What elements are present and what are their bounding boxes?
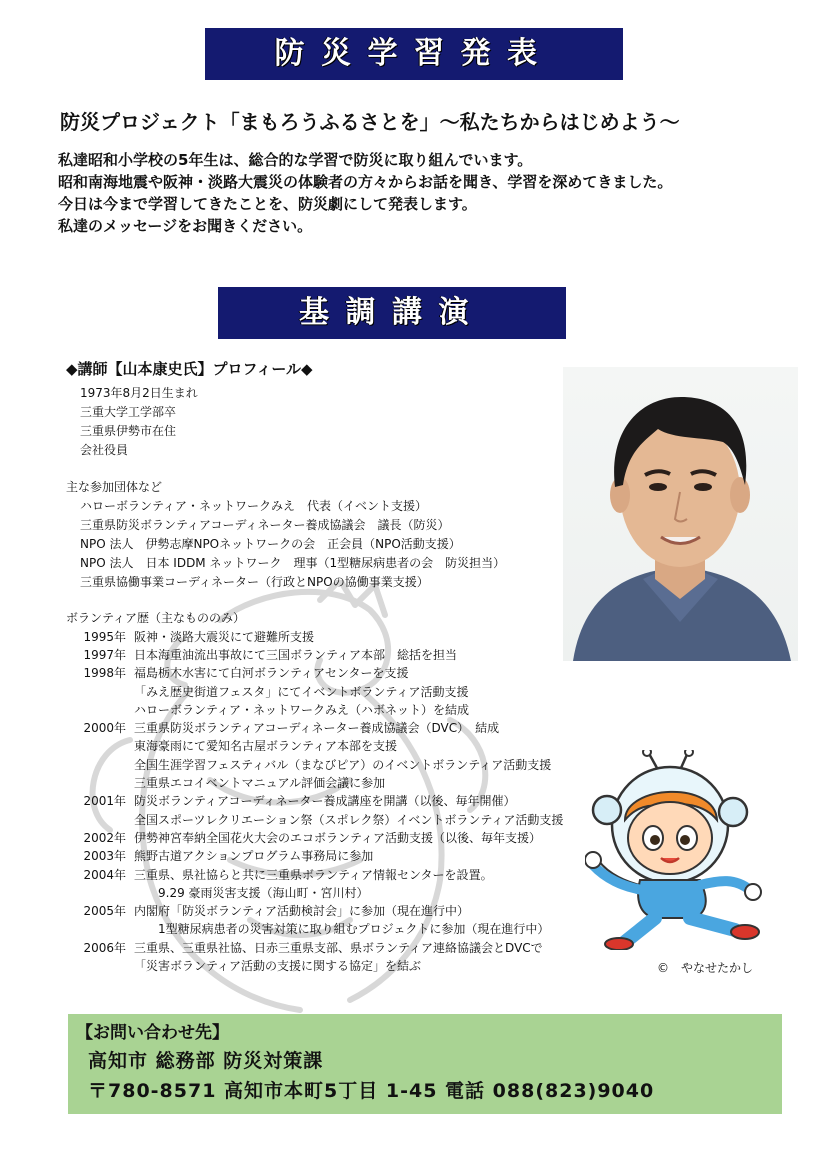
- timeline-row: [66, 738, 563, 756]
- project-subtitle: 防災プロジェクト「まもろうふるさとを」～私たちからはじめよう～: [60, 110, 680, 134]
- timeline-text: 伊勢神宮奉納全国花火大会のエコボランティア活動支援（以後、毎年支援）: [134, 830, 542, 845]
- timeline-text: 「災害ボランティア活動の支援に関する協定」を結ぶ: [134, 959, 422, 973]
- timeline-text: 東海豪雨にて愛知名古屋ボランティア本部を支援: [134, 739, 398, 754]
- timeline-text: 三重県、県社協らと共に三重県ボランティア情報センターを設置。: [134, 867, 493, 882]
- timeline-year: 1998年: [83, 666, 126, 681]
- group-item: ハローボランティア・ネットワークみえ 代表（イベント支援）: [80, 499, 428, 513]
- volunteer-title: ボランティア歴（主なもののみ）: [66, 611, 246, 625]
- timeline-year: 1995年: [83, 629, 126, 644]
- timeline-text: 阪神・淡路大震災にて避難所支援: [134, 629, 315, 644]
- timeline-row: [66, 939, 563, 957]
- intro-paragraph: [58, 149, 672, 237]
- contact-address: 〒780-8571 高知市本町5丁目 1-45 電話 088(823)9040: [88, 1080, 655, 1102]
- timeline-row: [66, 701, 563, 719]
- timeline-text: 9.29 豪雨災害支援（海山町・宮川村）: [134, 885, 369, 900]
- timeline-text: 福島栃木水害にて白河ボランティアセンターを支援: [134, 666, 409, 681]
- group-item: 三重県協働事業コーディネーター（行政とNPOの協働事業支援）: [80, 575, 429, 589]
- timeline-row: [66, 646, 563, 664]
- groups-title: 主な参加団体など: [66, 480, 163, 494]
- timeline-row: [66, 665, 563, 683]
- timeline-row: [66, 719, 563, 737]
- intro-line: 私達のメッセージをお聞きください。: [58, 217, 313, 235]
- timeline-text: 全国スポーツレクリエーション祭（スポレク祭）イベントボランティア活動支援: [134, 812, 564, 827]
- timeline-row: [66, 829, 563, 847]
- group-item: 三重県防災ボランティアコーディネーター養成協議会 議長（防災）: [80, 518, 450, 532]
- timeline-year: 2006年: [83, 940, 126, 955]
- intro-line: 私達昭和小学校の5年生は、総合的な学習で防災に取り組んでいます。: [58, 151, 533, 169]
- timeline-row: [66, 884, 563, 902]
- timeline-row: [66, 683, 563, 701]
- page-title: 防災学習発表: [274, 36, 554, 71]
- timeline-text: 三重県、三重県社協、日赤三重県支部、県ボランティア連絡協議会とDVCで: [134, 940, 543, 955]
- timeline-text: 内閣府「防災ボランティア活動検討会」に参加（現在進行中）: [134, 904, 470, 919]
- timeline-year: 2002年: [83, 830, 126, 845]
- intro-line: 昭和南海地震や阪神・淡路大震災の体験者の方々からお話を聞き、学習を深めてきました。: [58, 173, 673, 191]
- bio-line: 三重大学工学部卒: [80, 405, 177, 419]
- intro-line: 今日は今まで学習してきたことを、防災劇にして発表します。: [58, 195, 477, 213]
- timeline-row: [66, 866, 563, 884]
- volunteer-timeline: [66, 628, 563, 976]
- keynote-title: 基調講演: [299, 295, 485, 330]
- timeline-text: 日本海重油流出事故にて三国ボランティア本部 総括を担当: [134, 647, 458, 662]
- timeline-text: 全国生涯学習フェスティバル（まなびピア）のイベントボランティア活動支援: [134, 757, 552, 772]
- timeline-row: [66, 756, 563, 774]
- group-item: NPO 法人 伊勢志摩NPOネットワークの会 正会員（NPO活動支援）: [80, 537, 461, 551]
- timeline-text: 三重県防災ボランティアコーディネーター養成協議会（DVC） 結成: [134, 721, 500, 736]
- profile-heading: ◆講師【山本康史氏】プロフィール◆: [66, 360, 313, 378]
- group-item: NPO 法人 日本 IDDM ネットワーク 理事（1型糖尿病患者の会 防災担当）: [80, 556, 506, 570]
- timeline-row: [66, 957, 563, 975]
- portrait-illustration: [563, 367, 798, 661]
- bio-line: 1973年8月2日生まれ: [80, 386, 198, 400]
- timeline-text: 「みえ歴史街道フェスタ」にてイベントボランティア活動支援: [134, 684, 469, 699]
- timeline-year: 2001年: [83, 794, 126, 809]
- contact-department: 高知市 総務部 防災対策課: [88, 1050, 324, 1072]
- timeline-row: [66, 628, 563, 646]
- contact-title: 【お問い合わせ先】: [76, 1023, 229, 1043]
- timeline-year: 2003年: [83, 849, 126, 864]
- timeline-row: [66, 811, 563, 829]
- timeline-row: [66, 921, 563, 939]
- timeline-row: [66, 774, 563, 792]
- timeline-year: 2004年: [83, 867, 126, 882]
- bio-line: 会社役員: [80, 443, 129, 457]
- contact-box: [68, 1014, 782, 1114]
- timeline-year: 2000年: [83, 721, 126, 736]
- keynote-banner: [218, 287, 566, 339]
- mascot-illustration: [585, 750, 785, 950]
- speaker-photo: [563, 367, 798, 661]
- timeline-text: 防災ボランティアコーディネーター養成講座を開講（以後、毎年開催）: [134, 794, 516, 809]
- groups-list: [80, 497, 505, 592]
- timeline-row: [66, 848, 563, 866]
- profile-bio: [80, 384, 198, 460]
- timeline-row: [66, 793, 563, 811]
- timeline-text: 三重県エコイベントマニュアル評価会議に参加: [134, 776, 386, 791]
- timeline-year: 1997年: [83, 647, 126, 662]
- title-banner: [205, 28, 623, 80]
- timeline-year: 2005年: [83, 904, 126, 919]
- bio-line: 三重県伊勢市在住: [80, 424, 177, 438]
- timeline-text: 1型糖尿病患者の災害対策に取り組むプロジェクトに参加（現在進行中）: [134, 922, 550, 937]
- timeline-row: [66, 902, 563, 920]
- timeline-text: 熊野古道アクションプログラム事務局に参加: [134, 849, 374, 864]
- timeline-text: ハローボランティア・ネットワークみえ（ハボネット）を結成: [134, 702, 470, 717]
- illustration-credit: © やなせたかし: [657, 961, 754, 975]
